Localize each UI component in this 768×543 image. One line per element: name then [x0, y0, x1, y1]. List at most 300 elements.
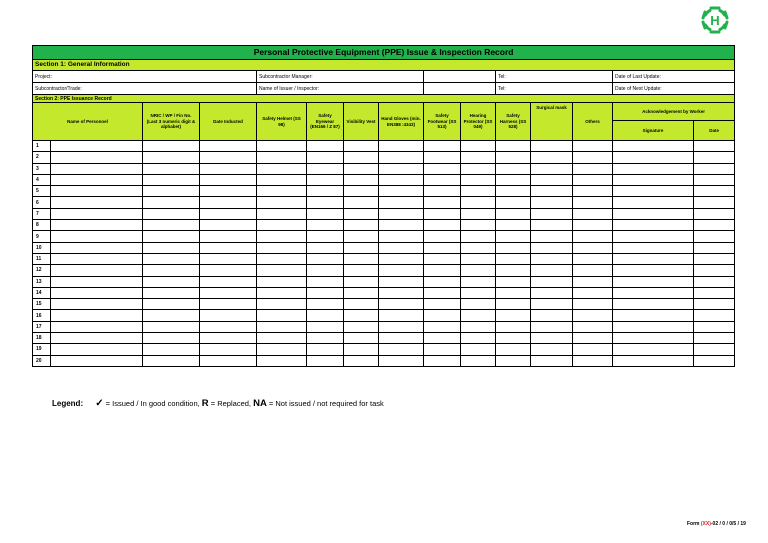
entry-cell[interactable] — [143, 186, 200, 197]
entry-cell[interactable] — [307, 299, 344, 310]
entry-cell[interactable] — [307, 231, 344, 242]
col-visibility-vest: Visibility Vest — [344, 103, 379, 141]
entry-cell[interactable] — [531, 333, 573, 344]
entry-cell[interactable] — [143, 299, 200, 310]
entry-cell[interactable] — [496, 276, 531, 287]
entry-cell[interactable] — [257, 141, 307, 152]
entry-cell[interactable] — [461, 333, 496, 344]
entry-cell[interactable] — [307, 242, 344, 253]
entry-cell[interactable] — [344, 174, 379, 185]
entry-cell[interactable] — [573, 141, 613, 152]
entry-cell[interactable] — [51, 174, 143, 185]
entry-cell[interactable] — [613, 310, 694, 321]
entry-cell[interactable] — [613, 242, 694, 253]
entry-cell[interactable] — [461, 197, 496, 208]
entry-cell[interactable] — [573, 242, 613, 253]
date-next-update-field[interactable]: Date of Next Update: — [613, 83, 735, 95]
entry-cell[interactable] — [461, 174, 496, 185]
entry-cell[interactable] — [51, 299, 143, 310]
entry-cell[interactable] — [573, 299, 613, 310]
entry-cell[interactable] — [200, 310, 257, 321]
entry-cell[interactable] — [573, 344, 613, 355]
entry-cell[interactable] — [424, 355, 461, 366]
entry-cell[interactable] — [424, 220, 461, 231]
entry-cell[interactable] — [694, 197, 735, 208]
entry-cell[interactable] — [200, 197, 257, 208]
entry-cell[interactable] — [200, 220, 257, 231]
entry-cell[interactable] — [379, 265, 424, 276]
entry-cell[interactable] — [200, 141, 257, 152]
tel-field-1[interactable]: Tel: — [496, 71, 613, 83]
entry-cell[interactable] — [51, 163, 143, 174]
entry-cell[interactable] — [344, 220, 379, 231]
tel-field-2[interactable]: Tel: — [496, 83, 613, 95]
entry-cell[interactable] — [200, 287, 257, 298]
entry-cell[interactable] — [307, 220, 344, 231]
entry-cell[interactable] — [200, 231, 257, 242]
entry-cell[interactable] — [461, 287, 496, 298]
entry-cell[interactable] — [496, 344, 531, 355]
entry-cell[interactable] — [379, 174, 424, 185]
project-field[interactable]: Project: — [33, 71, 257, 83]
entry-cell[interactable] — [531, 321, 573, 332]
entry-cell[interactable] — [613, 231, 694, 242]
entry-cell[interactable] — [143, 208, 200, 219]
entry-cell[interactable] — [531, 174, 573, 185]
entry-cell[interactable] — [424, 276, 461, 287]
entry-cell[interactable] — [496, 186, 531, 197]
entry-cell[interactable] — [613, 152, 694, 163]
entry-cell[interactable] — [51, 220, 143, 231]
entry-cell[interactable] — [307, 174, 344, 185]
entry-cell[interactable] — [424, 310, 461, 321]
entry-cell[interactable] — [694, 355, 735, 366]
entry-cell[interactable] — [496, 321, 531, 332]
entry-cell[interactable] — [424, 231, 461, 242]
entry-cell[interactable] — [143, 265, 200, 276]
entry-cell[interactable] — [379, 253, 424, 264]
entry-cell[interactable] — [257, 344, 307, 355]
entry-cell[interactable] — [379, 163, 424, 174]
entry-cell[interactable] — [613, 220, 694, 231]
entry-cell[interactable] — [307, 310, 344, 321]
entry-cell[interactable] — [51, 344, 143, 355]
entry-cell[interactable] — [379, 220, 424, 231]
entry-cell[interactable] — [694, 253, 735, 264]
entry-cell[interactable] — [531, 186, 573, 197]
entry-cell[interactable] — [573, 186, 613, 197]
entry-cell[interactable] — [694, 321, 735, 332]
entry-cell[interactable] — [344, 208, 379, 219]
entry-cell[interactable] — [200, 333, 257, 344]
entry-cell[interactable] — [200, 276, 257, 287]
entry-cell[interactable] — [307, 355, 344, 366]
entry-cell[interactable] — [573, 197, 613, 208]
entry-cell[interactable] — [51, 355, 143, 366]
entry-cell[interactable] — [424, 333, 461, 344]
entry-cell[interactable] — [51, 276, 143, 287]
entry-cell[interactable] — [694, 186, 735, 197]
entry-cell[interactable] — [379, 344, 424, 355]
entry-cell[interactable] — [531, 242, 573, 253]
entry-cell[interactable] — [531, 141, 573, 152]
entry-cell[interactable] — [307, 333, 344, 344]
entry-cell[interactable] — [461, 152, 496, 163]
entry-cell[interactable] — [200, 186, 257, 197]
entry-cell[interactable] — [573, 287, 613, 298]
entry-cell[interactable] — [307, 253, 344, 264]
entry-cell[interactable] — [613, 299, 694, 310]
entry-cell[interactable] — [143, 152, 200, 163]
entry-cell[interactable] — [613, 174, 694, 185]
entry-cell[interactable] — [257, 152, 307, 163]
entry-cell[interactable] — [694, 310, 735, 321]
entry-cell[interactable] — [694, 220, 735, 231]
issuer-field[interactable]: Name of Issuer / Inspector: — [257, 83, 424, 95]
entry-cell[interactable] — [200, 242, 257, 253]
entry-cell[interactable] — [531, 299, 573, 310]
entry-cell[interactable] — [531, 220, 573, 231]
entry-cell[interactable] — [143, 321, 200, 332]
entry-cell[interactable] — [694, 299, 735, 310]
entry-cell[interactable] — [143, 310, 200, 321]
entry-cell[interactable] — [424, 208, 461, 219]
entry-cell[interactable] — [461, 208, 496, 219]
entry-cell[interactable] — [573, 208, 613, 219]
entry-cell[interactable] — [613, 276, 694, 287]
subcontractor-trade-field[interactable]: Subcontractor/Trade: — [33, 83, 257, 95]
entry-cell[interactable] — [200, 344, 257, 355]
entry-cell[interactable] — [344, 355, 379, 366]
entry-cell[interactable] — [379, 287, 424, 298]
entry-cell[interactable] — [379, 310, 424, 321]
entry-cell[interactable] — [379, 197, 424, 208]
entry-cell[interactable] — [613, 197, 694, 208]
entry-cell[interactable] — [200, 299, 257, 310]
entry-cell[interactable] — [573, 174, 613, 185]
entry-cell[interactable] — [461, 355, 496, 366]
entry-cell[interactable] — [379, 355, 424, 366]
entry-cell[interactable] — [496, 287, 531, 298]
entry-cell[interactable] — [143, 355, 200, 366]
entry-cell[interactable] — [694, 208, 735, 219]
entry-cell[interactable] — [143, 253, 200, 264]
entry-cell[interactable] — [257, 208, 307, 219]
entry-cell[interactable] — [51, 208, 143, 219]
entry-cell[interactable] — [531, 276, 573, 287]
entry-cell[interactable] — [573, 265, 613, 276]
entry-cell[interactable] — [531, 163, 573, 174]
entry-cell[interactable] — [307, 141, 344, 152]
entry-cell[interactable] — [344, 253, 379, 264]
entry-cell[interactable] — [424, 186, 461, 197]
entry-cell[interactable] — [496, 220, 531, 231]
entry-cell[interactable] — [200, 163, 257, 174]
entry-cell[interactable] — [694, 265, 735, 276]
entry-cell[interactable] — [461, 321, 496, 332]
entry-cell[interactable] — [257, 197, 307, 208]
entry-cell[interactable] — [257, 231, 307, 242]
entry-cell[interactable] — [613, 186, 694, 197]
entry-cell[interactable] — [344, 152, 379, 163]
entry-cell[interactable] — [613, 333, 694, 344]
entry-cell[interactable] — [143, 344, 200, 355]
entry-cell[interactable] — [257, 242, 307, 253]
entry-cell[interactable] — [143, 163, 200, 174]
entry-cell[interactable] — [344, 276, 379, 287]
entry-cell[interactable] — [424, 141, 461, 152]
entry-cell[interactable] — [461, 299, 496, 310]
entry-cell[interactable] — [613, 287, 694, 298]
entry-cell[interactable] — [143, 141, 200, 152]
entry-cell[interactable] — [200, 208, 257, 219]
row-number: 15 — [33, 299, 51, 310]
entry-cell[interactable] — [613, 265, 694, 276]
entry-cell[interactable] — [573, 321, 613, 332]
entry-cell[interactable] — [379, 141, 424, 152]
entry-cell[interactable] — [424, 197, 461, 208]
entry-cell[interactable] — [694, 333, 735, 344]
entry-cell[interactable] — [531, 231, 573, 242]
entry-cell[interactable] — [344, 321, 379, 332]
entry-cell[interactable] — [257, 287, 307, 298]
row-number: 8 — [33, 220, 51, 231]
entry-cell[interactable] — [424, 174, 461, 185]
entry-cell[interactable] — [424, 287, 461, 298]
entry-cell[interactable] — [143, 231, 200, 242]
entry-cell[interactable] — [461, 141, 496, 152]
entry-cell[interactable] — [694, 231, 735, 242]
entry-cell[interactable] — [694, 344, 735, 355]
row-number: 7 — [33, 208, 51, 219]
entry-cell[interactable] — [613, 208, 694, 219]
entry-cell[interactable] — [307, 276, 344, 287]
entry-cell[interactable] — [531, 208, 573, 219]
entry-cell[interactable] — [143, 220, 200, 231]
entry-cell[interactable] — [573, 152, 613, 163]
entry-cell[interactable] — [424, 242, 461, 253]
entry-cell[interactable] — [613, 321, 694, 332]
entry-cell[interactable] — [379, 333, 424, 344]
entry-cell[interactable] — [143, 333, 200, 344]
entry-cell[interactable] — [51, 333, 143, 344]
entry-cell[interactable] — [424, 321, 461, 332]
entry-cell[interactable] — [143, 276, 200, 287]
entry-cell[interactable] — [531, 344, 573, 355]
entry-cell[interactable] — [307, 152, 344, 163]
entry-cell[interactable] — [51, 310, 143, 321]
entry-cell[interactable] — [461, 231, 496, 242]
entry-cell[interactable] — [531, 253, 573, 264]
entry-cell[interactable] — [613, 141, 694, 152]
blank-cell[interactable] — [424, 71, 496, 83]
entry-cell[interactable] — [424, 152, 461, 163]
entry-cell[interactable] — [379, 186, 424, 197]
entry-cell[interactable] — [200, 174, 257, 185]
entry-cell[interactable] — [344, 186, 379, 197]
entry-cell[interactable] — [307, 186, 344, 197]
entry-cell[interactable] — [573, 231, 613, 242]
entry-cell[interactable] — [531, 287, 573, 298]
entry-cell[interactable] — [496, 242, 531, 253]
entry-cell[interactable] — [307, 163, 344, 174]
entry-cell[interactable] — [379, 276, 424, 287]
entry-cell[interactable] — [531, 197, 573, 208]
entry-cell[interactable] — [143, 197, 200, 208]
entry-cell[interactable] — [461, 220, 496, 231]
entry-cell[interactable] — [531, 310, 573, 321]
col-safety-harness: Safety Harness (SS 528) — [496, 103, 531, 141]
entry-cell[interactable] — [200, 355, 257, 366]
entry-cell[interactable] — [344, 310, 379, 321]
entry-cell[interactable] — [200, 253, 257, 264]
entry-cell[interactable] — [344, 344, 379, 355]
entry-cell[interactable] — [344, 333, 379, 344]
entry-cell[interactable] — [496, 265, 531, 276]
entry-cell[interactable] — [573, 355, 613, 366]
entry-cell[interactable] — [379, 152, 424, 163]
entry-cell[interactable] — [496, 197, 531, 208]
entry-cell[interactable] — [694, 276, 735, 287]
entry-cell[interactable] — [379, 231, 424, 242]
entry-cell[interactable] — [573, 333, 613, 344]
entry-cell[interactable] — [344, 197, 379, 208]
entry-cell[interactable] — [461, 310, 496, 321]
entry-cell[interactable] — [307, 197, 344, 208]
entry-cell[interactable] — [461, 276, 496, 287]
entry-cell[interactable] — [496, 333, 531, 344]
entry-cell[interactable] — [257, 310, 307, 321]
entry-cell[interactable] — [461, 253, 496, 264]
entry-cell[interactable] — [344, 141, 379, 152]
entry-cell[interactable] — [531, 152, 573, 163]
legend-r-symbol: R — [201, 398, 209, 409]
entry-cell[interactable] — [307, 321, 344, 332]
entry-cell[interactable] — [461, 242, 496, 253]
entry-cell[interactable] — [496, 355, 531, 366]
entry-cell[interactable] — [379, 299, 424, 310]
entry-cell[interactable] — [424, 163, 461, 174]
entry-cell[interactable] — [51, 265, 143, 276]
entry-cell[interactable] — [257, 299, 307, 310]
entry-cell[interactable] — [51, 253, 143, 264]
entry-cell[interactable] — [257, 220, 307, 231]
entry-cell[interactable] — [496, 208, 531, 219]
entry-cell[interactable] — [694, 174, 735, 185]
entry-cell[interactable] — [496, 152, 531, 163]
entry-cell[interactable] — [461, 186, 496, 197]
entry-cell[interactable] — [257, 355, 307, 366]
entry-cell[interactable] — [51, 186, 143, 197]
entry-cell[interactable] — [257, 276, 307, 287]
entry-cell[interactable] — [344, 265, 379, 276]
entry-cell[interactable] — [694, 152, 735, 163]
table-row — [33, 242, 735, 253]
entry-cell[interactable] — [613, 253, 694, 264]
entry-cell[interactable] — [51, 152, 143, 163]
entry-cell[interactable] — [257, 253, 307, 264]
entry-cell[interactable] — [51, 231, 143, 242]
entry-cell[interactable] — [143, 242, 200, 253]
entry-cell[interactable] — [307, 208, 344, 219]
entry-cell[interactable] — [496, 231, 531, 242]
entry-cell[interactable] — [496, 310, 531, 321]
entry-cell[interactable] — [344, 287, 379, 298]
entry-cell[interactable] — [496, 163, 531, 174]
entry-cell[interactable] — [461, 344, 496, 355]
entry-cell[interactable] — [379, 208, 424, 219]
entry-cell[interactable] — [200, 321, 257, 332]
entry-cell[interactable] — [424, 344, 461, 355]
entry-cell[interactable] — [573, 253, 613, 264]
entry-cell[interactable] — [496, 141, 531, 152]
entry-cell[interactable] — [51, 287, 143, 298]
entry-cell[interactable] — [694, 163, 735, 174]
entry-cell[interactable] — [424, 299, 461, 310]
entry-cell[interactable] — [200, 265, 257, 276]
entry-cell[interactable] — [344, 231, 379, 242]
entry-cell[interactable] — [496, 174, 531, 185]
entry-cell[interactable] — [424, 253, 461, 264]
entry-cell[interactable] — [496, 299, 531, 310]
row-number: 10 — [33, 242, 51, 253]
table-row — [33, 355, 735, 366]
entry-cell[interactable] — [200, 152, 257, 163]
entry-cell[interactable] — [379, 321, 424, 332]
entry-cell[interactable] — [307, 287, 344, 298]
entry-cell[interactable] — [613, 163, 694, 174]
entry-cell[interactable] — [307, 265, 344, 276]
entry-cell[interactable] — [573, 163, 613, 174]
entry-cell[interactable] — [344, 299, 379, 310]
entry-cell[interactable] — [257, 163, 307, 174]
entry-cell[interactable] — [51, 141, 143, 152]
entry-cell[interactable] — [307, 344, 344, 355]
entry-cell[interactable] — [461, 163, 496, 174]
entry-cell[interactable] — [257, 174, 307, 185]
blank-cell[interactable] — [424, 83, 496, 95]
entry-cell[interactable] — [496, 253, 531, 264]
entry-cell[interactable] — [379, 242, 424, 253]
entry-cell[interactable] — [51, 197, 143, 208]
entry-cell[interactable] — [344, 242, 379, 253]
entry-cell[interactable] — [573, 220, 613, 231]
subcontractor-manager-field[interactable]: Subcontractor Manager: — [257, 71, 424, 83]
entry-cell[interactable] — [143, 174, 200, 185]
entry-cell[interactable] — [257, 333, 307, 344]
entry-cell[interactable] — [257, 265, 307, 276]
entry-cell[interactable] — [531, 265, 573, 276]
entry-cell[interactable] — [573, 276, 613, 287]
entry-cell[interactable] — [257, 321, 307, 332]
entry-cell[interactable] — [531, 355, 573, 366]
entry-cell[interactable] — [694, 141, 735, 152]
form-number — [687, 521, 746, 527]
entry-cell[interactable] — [613, 344, 694, 355]
entry-cell[interactable] — [424, 265, 461, 276]
entry-cell[interactable] — [573, 310, 613, 321]
entry-cell[interactable] — [257, 186, 307, 197]
entry-cell[interactable] — [51, 321, 143, 332]
entry-cell[interactable] — [694, 242, 735, 253]
date-last-update-field[interactable]: Date of Last Update: — [613, 71, 735, 83]
entry-cell[interactable] — [613, 355, 694, 366]
entry-cell[interactable] — [694, 287, 735, 298]
entry-cell[interactable] — [344, 163, 379, 174]
entry-cell[interactable] — [143, 287, 200, 298]
entry-cell[interactable] — [51, 242, 143, 253]
entry-cell[interactable] — [461, 265, 496, 276]
